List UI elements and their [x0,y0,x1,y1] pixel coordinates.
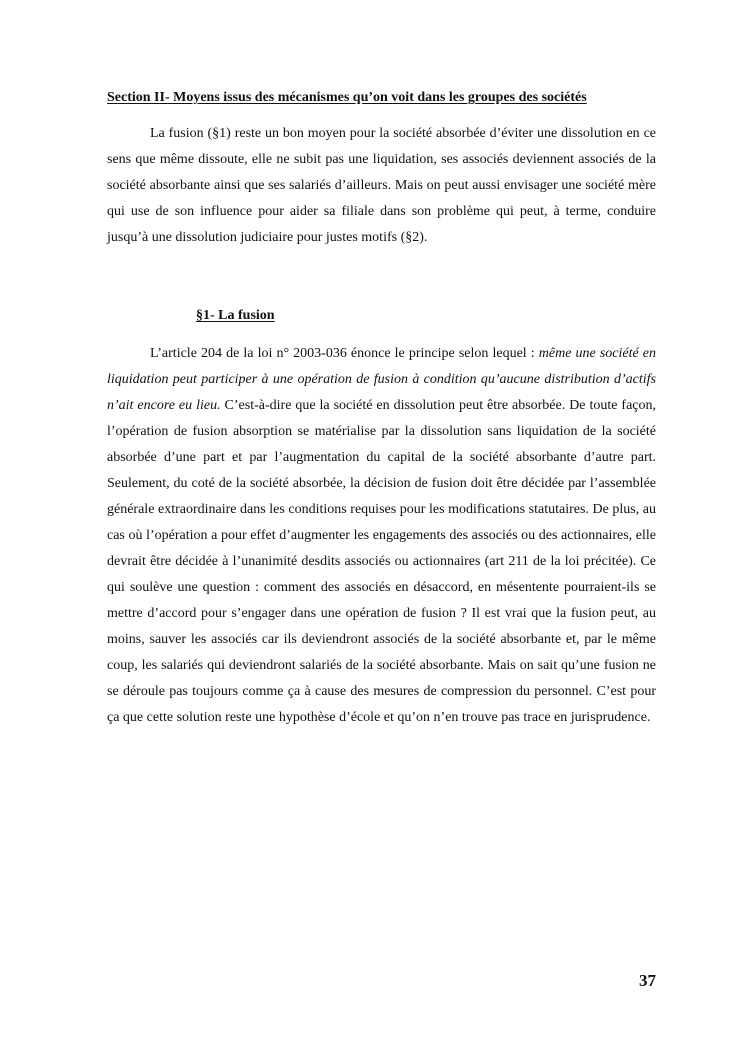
body-paragraph-quote: même une société en liquidation peut participer à une opération de fusion à condition qu’aucune distribution d’actifs n’ait encore eu lieu. [107,346,656,413]
body-paragraph-lead: L’article 204 de la loi n° 2003-036 énonce le principe selon lequel : [150,346,539,361]
body-paragraph [107,341,656,731]
body-paragraph-rest: C’est-à-dire que la société en dissolution peut être absorbée. De toute façon, l’opération de fusion absorption se matérialise par la dissolution sans liquidation de la société absorbée d’une part et par l’augmentation du capital de la société absorbante d’autre part. Seulement, du coté de la société absorbée, la décision de fusion doit être décidée par l’assemblée générale extraordinaire dans les conditions requises pour les modifications statutaires. De plus, au cas où l’opération a pour effet d’augmenter les engagements des associés ou des actionnaires, elle devrait être décidée à l’unanimité desdits associés ou actionnaires (art 211 de la loi précitée). Ce qui soulève une question : comment des associés en désaccord, en mésentente pourraient-ils se mettre d’accord pour s’engager dans une opération de fusion ? Il est vrai que la fusion peut, au moins, sauver les associés car ils deviendront associés de la société absorbante et, par le même coup, les salariés qui deviendront salariés de la société absorbante. Mais on sait qu’une fusion ne se déroule pas toujours comme ça à cause des mesures de compression du personnel. C’est pour ça que cette solution reste une hypothèse d’école et qu’on n’en trouve pas trace en jurisprudence. [107,398,657,725]
intro-paragraph: La fusion (§1) reste un bon moyen pour la société absorbée d’éviter une dissolution en ce sens que même dissoute, elle ne subit pas une liquidation, ses associés deviennent associés de la société absorbante ainsi que ses salariés d’ailleurs. Mais on peut aussi envisager une société mère qui use de son influence pour aider sa filiale dans son problème qui peut, à terme, conduire jusqu’à une dissolution judiciaire pour justes motifs (§2). [107,126,656,245]
section-title: Section II- Moyens issus des mécanismes qu’on voit dans les groupes des sociétés [107,90,587,105]
subsection-title: §1- La fusion [196,308,275,323]
page-number: 37 [639,971,656,990]
